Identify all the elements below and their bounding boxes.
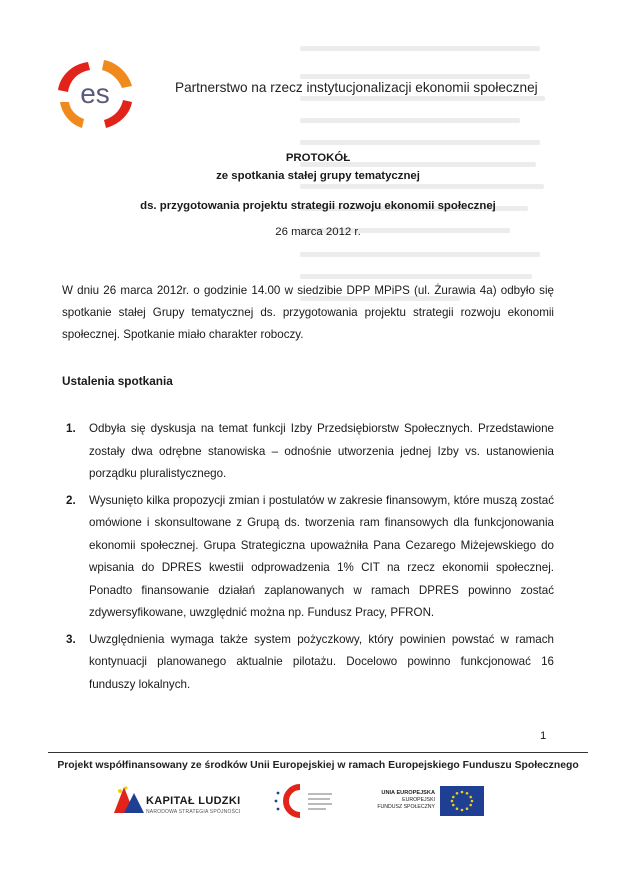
logo-text: es — [80, 78, 110, 109]
list-item — [62, 629, 554, 697]
page-number: 1 — [540, 730, 547, 742]
section-heading: Ustalenia spotkania — [62, 374, 173, 388]
findings-list — [62, 418, 554, 700]
footer-divider — [48, 752, 588, 753]
list-item-text: Wysunięto kilka propozycji zmian i postulatów w zakresie finansowym, które muszą zostać omówione i skonsultowane z Grupą ds. tworzenia ram finansowych dla funkcjonowania ekonomii społecznej. Grupa Strategiczna upoważniła Pana Cezarego Miżejewskiego do wpisania do DPRES kwestii odprowadzenia 1% CIT na rzecz ekonomii społecznej. Ponadto finansowanie działań zaplanowanych w ramach DPRES powinno zostać zdywersyfikowane, uwzględnić można np. Fundusz Pracy, PFRON. — [89, 493, 554, 619]
organization-name: Partnerstwo na rzecz instytucjonalizacji ekonomii społecznej — [175, 80, 538, 95]
list-number: 2. — [66, 493, 76, 507]
c-partnership-logo — [270, 783, 336, 819]
kapital-ludzki-subtitle: NARODOWA STRATEGIA SPÓJNOŚCI — [146, 809, 241, 815]
intro-paragraph: W dniu 26 marca 2012r. o godzinie 14.00 w siedzibie DPP MPiPS (ul. Żurawia 4a) odbyło się spotkanie stałej Grupy tematycznej ds. przygotowania projektu strategii rozwoju ekonomii społecznej. Spotkanie miało charakter roboczy. — [62, 284, 554, 341]
eu-label-line2: EUROPEJSKI — [402, 797, 435, 803]
protocol-title: PROTOKÓŁ — [285, 152, 351, 164]
list-number: 1. — [66, 422, 76, 435]
eu-label-line1: UNIA EUROPEJSKA — [381, 790, 435, 796]
kapital-ludzki-title: KAPITAŁ LUDZKI — [146, 795, 241, 807]
list-item — [62, 490, 554, 625]
list-item-text: Uwzględnienia wymaga także system pożyczkowy, który powinien powstać w ramach kontynuacji planowanego aktualnie pilotażu. Docelowo powinno funkcjonować 16 funduszy lokalnych. — [89, 632, 554, 691]
list-item-text: Odbyła się dyskusja na temat funkcji Izby Przedsiębiorstw Społecznych. Przedstawione zostały dwa odrębne stanowiska – odnośnie utworzenia jednej Izby vs. ustanowienia porządku pluralistycznego. — [89, 422, 554, 480]
eu-flag-icon — [440, 786, 484, 816]
list-number: 3. — [66, 632, 76, 646]
eu-label — [355, 790, 435, 811]
cofinancing-note: Projekt współfinansowany ze środków Unii Europejskiej w ramach Europejskiego Funduszu Społecznego — [57, 760, 579, 771]
eu-label-line3: FUNDUSZ SPOŁECZNY — [377, 804, 435, 810]
list-item — [62, 418, 554, 486]
es-logo — [52, 56, 138, 132]
protocol-subtitle: ze spotkania stałej grupy tematycznej — [216, 170, 420, 182]
meeting-date: 26 marca 2012 r. — [275, 226, 361, 238]
group-name: ds. przygotowania projektu strategii rozwoju ekonomii społecznej — [140, 200, 496, 212]
